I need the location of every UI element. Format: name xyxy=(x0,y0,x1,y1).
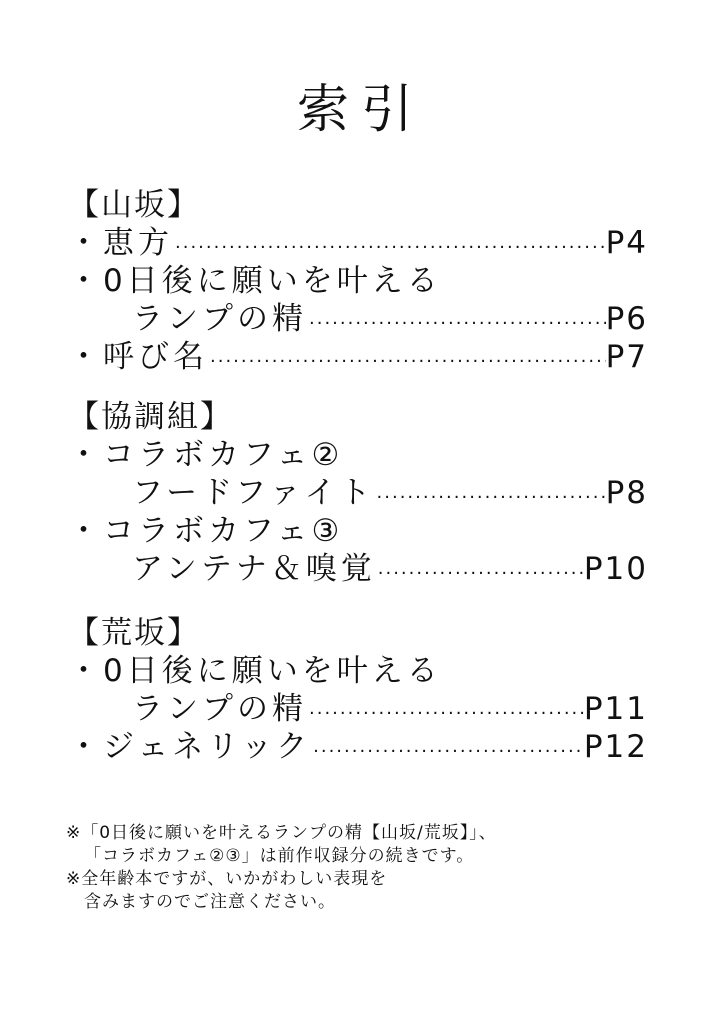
entry-title: ・0日後に願いを叶える xyxy=(68,263,442,299)
page-number: P12 xyxy=(583,729,648,765)
index-entry xyxy=(68,652,648,690)
entry-title-cont: フードファイト xyxy=(132,475,375,511)
leader-dots xyxy=(311,733,584,771)
section-heading: 【山坂】 xyxy=(68,187,200,223)
entry-title: ・0日後に願いを叶える xyxy=(68,653,442,689)
page-number: P11 xyxy=(583,691,648,727)
leader-dots xyxy=(307,695,584,733)
index-section-arasaka xyxy=(68,614,648,766)
entry-title: ・恵方 xyxy=(68,225,173,261)
note-line: ※全年齢本ですが、いかがわしい表現を xyxy=(66,869,388,889)
entry-title: ・ジェネリック xyxy=(68,729,312,765)
entry-title-cont: アンテナ＆嗅覚 xyxy=(132,551,376,587)
entry-title: ・呼び名 xyxy=(68,339,208,375)
page-number: P10 xyxy=(583,551,648,587)
note-line: 「コラボカフェ②③」は前作収録分の続きです。 xyxy=(84,846,475,866)
page-title: 索引 xyxy=(296,80,425,140)
page-number: P8 xyxy=(605,475,648,511)
index-entry xyxy=(68,436,648,474)
index-entry xyxy=(68,224,648,262)
index-entry xyxy=(68,262,648,300)
index-section-yamasaka xyxy=(68,186,648,376)
index-entry xyxy=(68,512,648,550)
entry-title: ・コラボカフェ③ xyxy=(68,513,344,549)
leader-dots xyxy=(376,555,584,593)
leader-dots xyxy=(307,305,606,343)
page-number: P6 xyxy=(605,301,648,337)
entry-title-cont: ランプの精 xyxy=(132,691,307,727)
index-entry-continued xyxy=(68,550,648,588)
entry-title-cont: ランプの精 xyxy=(132,301,307,337)
index-entry xyxy=(68,728,648,766)
page-number: P7 xyxy=(605,339,648,375)
entry-title: ・コラボカフェ② xyxy=(68,437,344,473)
section-heading: 【荒坂】 xyxy=(68,615,200,651)
index-entry-continued xyxy=(68,690,648,728)
note-line: ※「0日後に願いを叶えるランプの精【山坂/荒坂】」、 xyxy=(66,823,497,843)
index-entry xyxy=(68,338,648,376)
leader-dots xyxy=(375,479,606,517)
index-entry-continued xyxy=(68,300,648,338)
index-section-kyouchougumi xyxy=(68,398,648,588)
leader-dots xyxy=(208,343,606,381)
index-entry-continued xyxy=(68,474,648,512)
page-number: P4 xyxy=(605,225,648,261)
note-line: 含みますのでご注意ください。 xyxy=(84,892,336,912)
section-heading: 【協調組】 xyxy=(68,399,233,435)
footnotes xyxy=(66,822,656,914)
